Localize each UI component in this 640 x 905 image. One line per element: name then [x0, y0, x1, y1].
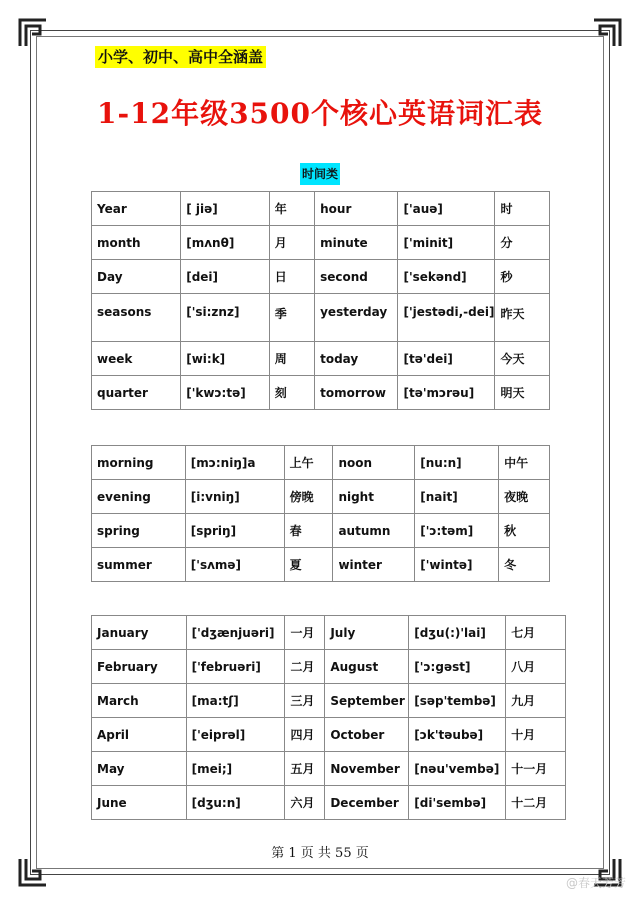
word-en-cell: week: [92, 342, 181, 376]
phonetic-cell: [ma:tʃ]: [186, 684, 285, 718]
phonetic-cell: [mei;]: [186, 752, 285, 786]
meaning-zh-cell: 时: [495, 192, 550, 226]
tagline: 小学、初中、高中全涵盖: [95, 46, 266, 68]
table-row: [92, 616, 566, 650]
meaning-zh-cell: 七月: [506, 616, 566, 650]
meaning-zh-cell: 日: [269, 260, 314, 294]
word-en-cell: month: [92, 226, 181, 260]
meaning-zh-cell: 五月: [285, 752, 325, 786]
word-en-cell: September: [325, 684, 409, 718]
meaning-zh-cell: 夏: [284, 548, 333, 582]
corner-ornament: [18, 857, 48, 887]
table-row: [92, 548, 550, 582]
vocab-table-months: [91, 615, 566, 820]
phonetic-cell: ['auə]: [398, 192, 495, 226]
word-en-cell: seasons: [92, 294, 181, 342]
word-en-cell: July: [325, 616, 409, 650]
phonetic-cell: [ɔk'təubə]: [409, 718, 506, 752]
meaning-zh-cell: 明天: [495, 376, 550, 410]
table-row: [92, 342, 550, 376]
meaning-zh-cell: 六月: [285, 786, 325, 820]
phonetic-cell: [tə'dei]: [398, 342, 495, 376]
table-row: [92, 260, 550, 294]
word-en-cell: November: [325, 752, 409, 786]
meaning-zh-cell: 年: [269, 192, 314, 226]
phonetic-cell: ['minit]: [398, 226, 495, 260]
meaning-zh-cell: 冬: [499, 548, 550, 582]
page-title: 1-12年级3500个核心英语词汇表: [97, 97, 543, 130]
phonetic-cell: ['sʌmə]: [185, 548, 284, 582]
word-en-cell: October: [325, 718, 409, 752]
phonetic-cell: ['jestədi,-dei]: [398, 294, 495, 342]
word-en-cell: Day: [92, 260, 181, 294]
meaning-zh-cell: 秒: [495, 260, 550, 294]
phonetic-cell: ['dʒænjuəri]: [186, 616, 285, 650]
word-en-cell: night: [333, 480, 415, 514]
word-en-cell: spring: [92, 514, 186, 548]
word-en-cell: Year: [92, 192, 181, 226]
word-en-cell: quarter: [92, 376, 181, 410]
word-en-cell: June: [92, 786, 187, 820]
meaning-zh-cell: 上午: [284, 446, 333, 480]
word-en-cell: hour: [315, 192, 398, 226]
vocab-table-time: [91, 191, 550, 410]
table-row: [92, 294, 550, 342]
phonetic-cell: [dei]: [181, 260, 270, 294]
meaning-zh-cell: 二月: [285, 650, 325, 684]
meaning-zh-cell: 十一月: [506, 752, 566, 786]
meaning-zh-cell: 春: [284, 514, 333, 548]
meaning-zh-cell: 一月: [285, 616, 325, 650]
table-row: [92, 192, 550, 226]
phonetic-cell: [nu:n]: [415, 446, 499, 480]
table-row: [92, 514, 550, 548]
table-row: [92, 480, 550, 514]
phonetic-cell: ['ɔ:gəst]: [409, 650, 506, 684]
meaning-zh-cell: 今天: [495, 342, 550, 376]
phonetic-cell: [səp'tembə]: [409, 684, 506, 718]
phonetic-cell: [mɔ:niŋ]a: [185, 446, 284, 480]
phonetic-cell: ['ɔ:təm]: [415, 514, 499, 548]
table-row: [92, 226, 550, 260]
word-en-cell: April: [92, 718, 187, 752]
meaning-zh-cell: 十月: [506, 718, 566, 752]
phonetic-cell: [ jiə]: [181, 192, 270, 226]
phonetic-cell: ['kwɔ:tə]: [181, 376, 270, 410]
word-en-cell: second: [315, 260, 398, 294]
meaning-zh-cell: 十二月: [506, 786, 566, 820]
corner-ornament: [18, 18, 48, 48]
word-en-cell: tomorrow: [315, 376, 398, 410]
meaning-zh-cell: 周: [269, 342, 314, 376]
phonetic-cell: [dʒu(:)'lai]: [409, 616, 506, 650]
table-row: [92, 718, 566, 752]
word-en-cell: January: [92, 616, 187, 650]
word-en-cell: August: [325, 650, 409, 684]
phonetic-cell: [tə'mɔrəu]: [398, 376, 495, 410]
word-en-cell: morning: [92, 446, 186, 480]
meaning-zh-cell: 中午: [499, 446, 550, 480]
phonetic-cell: ['si:znz]: [181, 294, 270, 342]
word-en-cell: today: [315, 342, 398, 376]
corner-ornament: [592, 18, 622, 48]
table-row: [92, 650, 566, 684]
phonetic-cell: ['eiprəl]: [186, 718, 285, 752]
phonetic-cell: [nait]: [415, 480, 499, 514]
phonetic-cell: [i:vniŋ]: [185, 480, 284, 514]
phonetic-cell: [nəu'vembə]: [409, 752, 506, 786]
word-en-cell: autumn: [333, 514, 415, 548]
phonetic-cell: [di'sembə]: [409, 786, 506, 820]
meaning-zh-cell: 九月: [506, 684, 566, 718]
word-en-cell: summer: [92, 548, 186, 582]
meaning-zh-cell: 月: [269, 226, 314, 260]
table-row: [92, 752, 566, 786]
table-row: [92, 446, 550, 480]
section-label: 时间类: [300, 163, 340, 185]
table-row: [92, 376, 550, 410]
word-en-cell: evening: [92, 480, 186, 514]
word-en-cell: February: [92, 650, 187, 684]
meaning-zh-cell: 季: [269, 294, 314, 342]
meaning-zh-cell: 傍晚: [284, 480, 333, 514]
meaning-zh-cell: 夜晚: [499, 480, 550, 514]
phonetic-cell: [dʒu:n]: [186, 786, 285, 820]
table-row: [92, 786, 566, 820]
word-en-cell: yesterday: [315, 294, 398, 342]
meaning-zh-cell: 三月: [285, 684, 325, 718]
vocab-table-day-season: [91, 445, 550, 582]
word-en-cell: winter: [333, 548, 415, 582]
word-en-cell: March: [92, 684, 187, 718]
meaning-zh-cell: 刻: [269, 376, 314, 410]
table-row: [92, 684, 566, 718]
phonetic-cell: ['sekənd]: [398, 260, 495, 294]
word-en-cell: noon: [333, 446, 415, 480]
word-en-cell: May: [92, 752, 187, 786]
meaning-zh-cell: 八月: [506, 650, 566, 684]
meaning-zh-cell: 四月: [285, 718, 325, 752]
watermark: @春天芳芳: [565, 876, 626, 890]
phonetic-cell: [spriŋ]: [185, 514, 284, 548]
meaning-zh-cell: 秋: [499, 514, 550, 548]
phonetic-cell: ['wintə]: [415, 548, 499, 582]
meaning-zh-cell: 分: [495, 226, 550, 260]
meaning-zh-cell: 昨天: [495, 294, 550, 342]
phonetic-cell: [wi:k]: [181, 342, 270, 376]
word-en-cell: December: [325, 786, 409, 820]
page-number: 第 1 页 共 55 页: [271, 846, 369, 861]
phonetic-cell: [mʌnθ]: [181, 226, 270, 260]
word-en-cell: minute: [315, 226, 398, 260]
phonetic-cell: ['februəri]: [186, 650, 285, 684]
